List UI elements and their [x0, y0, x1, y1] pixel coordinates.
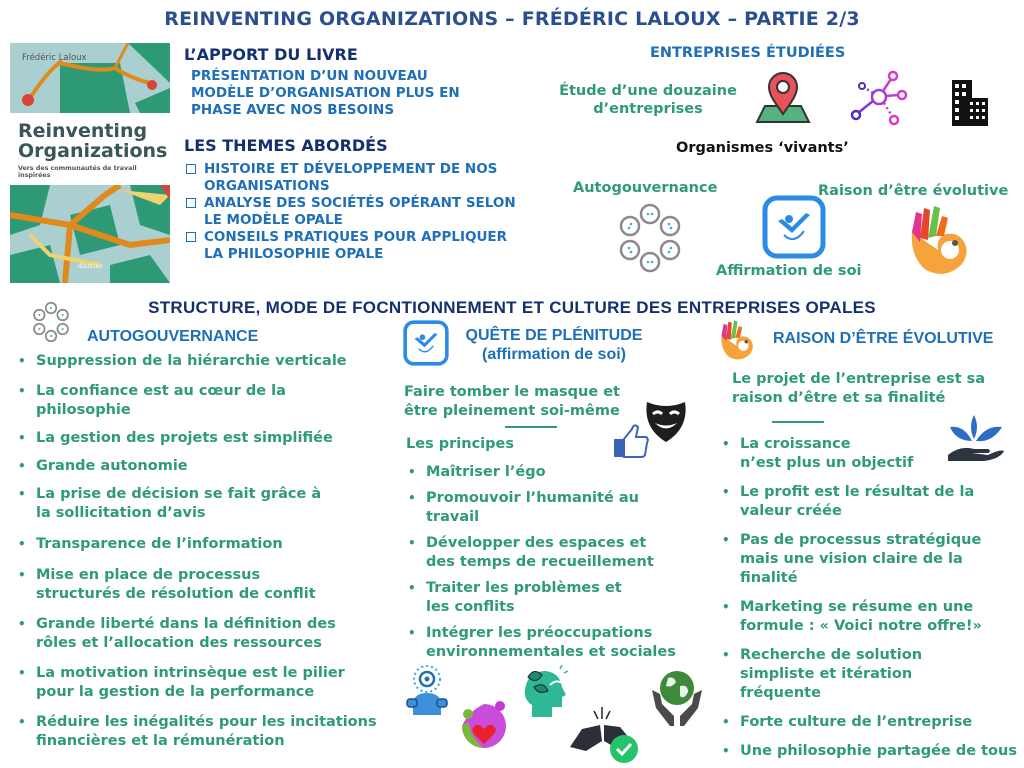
theme-item	[186, 195, 566, 229]
list-item	[718, 713, 1024, 732]
checkbox-bullet-icon	[186, 232, 196, 242]
item-line: • La prise de décision se fait grâce à	[36, 486, 322, 502]
pillar-autogouvernance-label: Autogouvernance	[573, 180, 718, 196]
book-title-line2: Organizations	[18, 140, 168, 162]
list-item	[14, 713, 404, 751]
col-raison-list	[718, 435, 1024, 761]
item-line: fréquente	[740, 685, 821, 701]
item-line: • Marketing se résume en une	[740, 599, 974, 615]
structure-heading: STRUCTURE, MODE DE FOCNTIONNEMENT ET CULTURE DES ENTREPRISES OPALES	[148, 298, 876, 317]
item-line: pour la gestion de la performance	[36, 684, 315, 700]
list-item	[718, 646, 1024, 703]
item-line: simpliste et itération	[740, 666, 913, 682]
list-item	[404, 624, 704, 662]
list-item	[718, 435, 1024, 473]
apport-text	[191, 68, 460, 119]
item-line: • Réduire les inégalités pour les incitations	[36, 714, 377, 730]
list-item	[404, 489, 704, 527]
item-line: • Grande liberté dans la définition des	[36, 616, 336, 632]
col-plenitude-intro	[404, 383, 620, 421]
list-item	[718, 531, 1024, 588]
item-line: • Promouvoir l’humanité au	[426, 490, 639, 506]
intro-line: Faire tomber le masque et	[404, 384, 620, 400]
intro-line: être pleinement soi-même	[404, 403, 620, 419]
intro-line: raison d’être et sa finalité	[732, 390, 946, 406]
list-item	[14, 566, 404, 604]
organismes-vivants: Organismes ‘vivants’	[676, 140, 849, 156]
item-line: n’est plus un objectif	[740, 455, 914, 471]
book-cover	[10, 43, 170, 283]
book-subtitle: Vers des communautés de travail inspirées	[18, 165, 137, 179]
item-line: philosophie	[36, 402, 131, 418]
study-line: Étude d’une douzaine	[559, 83, 737, 99]
item-line: finalité	[740, 570, 798, 586]
fist-bump-check-icon	[568, 705, 642, 768]
item-line: formule : « Voici notre offre!»	[740, 618, 982, 634]
item-line: • Traiter les problèmes et	[426, 580, 622, 596]
col-raison-heading: RAISON D’ÊTRE ÉVOLUTIVE	[773, 330, 994, 347]
apport-heading: L’APPORT DU LIVRE	[184, 45, 358, 64]
col-plenitude-list	[404, 463, 704, 662]
item-line: mais une vision claire de la	[740, 551, 963, 567]
list-item	[14, 457, 404, 476]
item-line: • La motivation intrinsèque est le pilier	[36, 665, 345, 681]
list-item	[404, 579, 704, 617]
book-title	[18, 121, 167, 161]
item-line: • Forte culture de l’entreprise	[740, 714, 973, 730]
head-leaves-icon	[520, 665, 570, 725]
study-line: d’entreprises	[593, 101, 703, 117]
item-line: environnementales et sociales	[426, 644, 676, 660]
list-item	[718, 483, 1024, 521]
entreprises-study-text	[550, 82, 746, 118]
list-item	[14, 535, 404, 554]
divider	[505, 426, 557, 428]
theme-line: HISTOIRE ET DÉVELOPPEMENT DE NOS	[204, 161, 498, 177]
item-line: • Développer des espaces et	[426, 535, 647, 551]
list-item	[14, 664, 404, 702]
raison-hand-icon	[906, 202, 972, 282]
list-item	[404, 534, 704, 572]
col-autogouvernance-list	[14, 352, 404, 751]
book-title-line1: Reinventing	[18, 120, 148, 142]
theme-item	[186, 161, 566, 195]
thumbs-up-icon	[612, 423, 650, 463]
item-line: structurés de résolution de conflit	[36, 586, 316, 602]
principles-heading: Les principes	[406, 436, 514, 452]
item-line: • La gestion des projets est simplifiée	[36, 430, 333, 446]
item-line: • La confiance est au cœur de la	[36, 383, 286, 399]
intro-line: Le projet de l’entreprise est sa	[732, 371, 986, 387]
list-item	[14, 429, 404, 448]
person-gear-icon	[405, 665, 451, 721]
item-line: • Intégrer les préoccupations	[426, 625, 653, 641]
item-line: • Une philosophie partagée de tous	[740, 743, 1017, 759]
item-line: • Grande autonomie	[36, 458, 188, 474]
item-line: la sollicitation d’avis	[36, 505, 206, 521]
checkbox-bullet-icon	[186, 198, 196, 208]
raison-small-icon	[718, 318, 756, 366]
item-line: • La croissance	[740, 436, 851, 452]
item-line: • Maîtriser l’égo	[426, 464, 546, 480]
buildings-icon	[950, 78, 990, 130]
item-line: travail	[426, 509, 480, 525]
col-raison-intro	[732, 370, 985, 408]
item-line: • Transparence de l’information	[36, 536, 283, 552]
item-line: • Suppression de la hiérarchie verticale	[36, 353, 347, 369]
item-line: • Pas de processus stratégique	[740, 532, 982, 548]
book-cover-top-art	[10, 43, 170, 113]
checkbox-bullet-icon	[186, 164, 196, 174]
col-plenitude-heading	[454, 326, 654, 364]
list-item	[14, 615, 404, 653]
autogouvernance-icon	[614, 202, 686, 278]
divider	[772, 421, 824, 423]
item-line: les conflits	[426, 599, 515, 615]
list-item	[14, 352, 404, 371]
theme-line: CONSEILS PRATIQUES POUR APPLIQUER	[204, 229, 508, 245]
themes-list	[186, 161, 566, 263]
entreprises-heading: ENTREPRISES ÉTUDIÉES	[650, 45, 846, 61]
item-line: • Le profit est le résultat de la	[740, 484, 975, 500]
apport-line: PRÉSENTATION D’UN NOUVEAU	[191, 68, 428, 84]
col-plenitude-heading-line2: (affirmation de soi)	[481, 346, 626, 363]
page-title: REINVENTING ORGANIZATIONS – FRÉDÉRIC LALOUX – PARTIE 2/3	[164, 8, 860, 30]
affirmation-small-icon	[403, 320, 449, 370]
item-line: • Mise en place de processus	[36, 567, 261, 583]
hands-globe-icon	[648, 668, 706, 736]
item-line: des temps de recueillement	[426, 554, 654, 570]
list-item	[404, 463, 704, 482]
item-line: financières et la rémunération	[36, 733, 285, 749]
themes-heading: LES THEMES ABORDÉS	[184, 136, 388, 155]
list-item	[718, 742, 1024, 761]
book-author: Frédéric Laloux	[22, 53, 87, 63]
list-item	[14, 485, 404, 523]
item-line: • Recherche de solution	[740, 647, 923, 663]
col-plenitude-heading-line1: QUÊTE DE PLÉNITUDE	[465, 327, 643, 344]
pillar-raison-label: Raison d’être évolutive	[818, 183, 1009, 199]
list-item	[14, 382, 404, 420]
item-line: rôles et l’allocation des ressources	[36, 635, 322, 651]
network-icon	[848, 66, 910, 132]
apport-line: PHASE AVEC NOS BESOINS	[191, 102, 395, 118]
apport-line: MODÈLE D’ORGANISATION PLUS EN	[191, 85, 460, 101]
theme-line: ORGANISATIONS	[204, 178, 330, 194]
map-pin-icon	[755, 70, 811, 128]
list-item	[718, 598, 1024, 636]
community-heart-icon	[458, 700, 510, 756]
col-autogouvernance-heading: AUTOGOUVERNANCE	[87, 328, 259, 345]
theme-item	[186, 229, 566, 263]
theme-line: LA PHILOSOPHIE OPALE	[204, 246, 384, 262]
affirmation-check-icon	[762, 195, 826, 263]
theme-line: LE MODÈLE OPALE	[204, 212, 343, 228]
autogouvernance-small-icon	[30, 300, 72, 348]
pillar-affirmation-label: Affirmation de soi	[716, 263, 862, 279]
book-publisher: diateino	[78, 263, 103, 270]
theme-line: ANALYSE DES SOCIÉTÉS OPÉRANT SELON	[204, 195, 516, 211]
item-line: valeur créée	[740, 503, 842, 519]
book-cover-bottom-art	[10, 185, 170, 283]
